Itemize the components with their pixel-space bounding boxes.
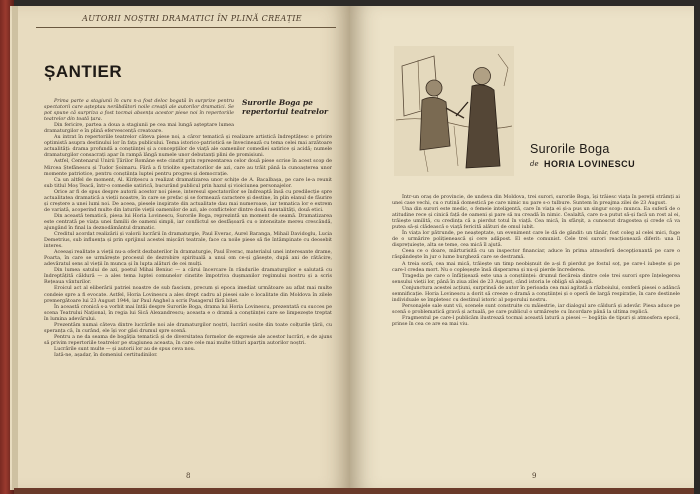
paragraph: Astfel, Centenarul Unirii Țărilor Române este cinstit prin reprezentarea celor două piese scrise în acest scop de Mircea Ștefănescu și Tudor Șoimaru. Fără a fi triolite spectatorilor de azi, care au trăit până la cunoașterea unor momente patriotice, pentru conștiința luptei pentru progres și democrație. — [44, 158, 332, 177]
paragraph: Tragedia pe care o înfățișează este una a conștiinței: drumul fiecăreia dintre cele trei surori spre înțelegerea sensului vieții lor, până în ziua zilei de 23 August, când istoria le obligă să aleagă. — [392, 272, 680, 285]
paragraph: Fragmentul pe care-l publicăm ilustrează tocmai această latură a piesei — bogăția de tipuri și atmosfera epocii, prinse în cea ce are ea mai viu. — [392, 314, 680, 327]
paragraph: În această cronică s-a vorbit mai întâi despre Surorile Boga, drama lui Horia Lovinescu, prezentată cu succes pe scena Teatrului Național, în regia lui Sică Alexandrescu; aceasta e o dramă a conștiinței care se limpezește treptat în lumina adevărului. — [44, 303, 332, 322]
play-by: de — [530, 160, 539, 168]
paragraph: Conjunctura acestei acțiuni, surprinsă de autor în perioada cea mai agitată a războiului, conferă piesei o adâncă semnificație. Horia Lovinescu a dorit să creeze o dramă a conștiinței și o operă de largă respirație, în care destinele individuale se împletesc cu destinul istoric al poporului nostru. — [392, 284, 680, 303]
paragraph: Din lumea satului de azi, poetul Mihai Beniuc — a cărui încercare în rândurile dramaturgilor e salutată cu îndreptățită căldură — a ales tema luptei comunelor cinstite împotriva dușmanilor regimului nostru și a scris Rețeaua vânturilor. — [44, 267, 332, 286]
paragraph: Au intrat în repertoriile teatrelor câteva piese noi, a căror tematică și realizare artistică îndreptățesc o privire optimistă asupra destinului lor în fața publicului. Tema istorico-patriotică se învecinează cu tema celei mai arzătoare actualități: drama profundă a conștiinței și a concepțiilor de viață ale oamenilor comediei satirice și acidă; numele dramaturgilor consacrați apar în rampă lângă numele unor debutanți plini de promisiuni. — [44, 134, 332, 159]
paragraph: Orice ar fi de spus despre autorii acestor noi piese, interesul spectatorilor se îndreaptă însă cu predilecție spre actualitatea dramatică a vieții noastre, în care se prefac și se formează caractere și destine, în plin elanul de făurire și creștere a unei lumi noi. De aceea, piesele inspirate din actualitate dau mai numeroase, iar tematica lor e extrem de variată, acoperind multe din laturile vieții oamenilor de azi, ale conflictelor dintre două mentalități, două etici. — [44, 188, 332, 213]
figure-right-head — [474, 68, 491, 85]
paragraph: Eroicul act al eliberării patriei noastre de sub fascism, precum și epoca imediat următoare au aflat mai multe condeie spre a fi evocate. Astfel, Horia Lovinescu a ales drept cadru al piesei sale o localitate din Moldova în zilele premergătoare lui 23 August 1944, iar Paul Anghel a scris Pasagerul fără bilet. — [44, 285, 332, 304]
inset-heading: Surorile Boga pe repertoriul teatrelor — [242, 98, 328, 116]
left-article-body — [44, 98, 332, 470]
stage-scene-illustration — [394, 46, 514, 176]
running-head: AUTORII NOȘTRI DRAMATICI ÎN PLINĂ CREAȚIE — [82, 14, 302, 23]
paragraph: Creditul acordat realizării și valorii lucrării în dramaturgie, Paul Everac, Aurel Baranga, Mihail Davidoglu, Lucia Demetrius, sub influența și prin sprijinul acestei mișcări teatrale, face ca noile piese să fie întâmpinate cu deosebit interes. — [44, 231, 332, 250]
page-number-right: 9 — [532, 472, 537, 480]
figure-right-body — [466, 85, 500, 168]
paragraph: Ceea ce o doare, mărturisită cu un inspector financiar, aduce în prima atmosferă decepționantă pe care o răspândește în jur o lume burgheză care se destramă. — [392, 248, 680, 261]
running-head-rule — [36, 27, 336, 28]
paragraph: Lucrările sunt multe — și autorii lor au de spus ceva nou. — [54, 345, 196, 352]
paragraph: Una din surori este medic, o femeie inteligentă, care în viața ei și-a pus un singur scop: munca. Ea suferă de o atitudine rece și cinică față de oameni și pare să nu creadă în nimic. Cealaltă, care n-a putut să-și facă un rost al ei, trăiește umilită, cu credința că a pierdut totul în viață. Cea mică, în sfârșit, a cunoscut dragostea și crede că va putea să-și clădească o viață fericită alături de omul iubit. — [392, 206, 680, 231]
paragraph: Din fericire, partea a doua a stagiunii pe cea mai lungă așteptare lumea dramaturgilor e în plină efervescență creatoare. — [44, 122, 234, 135]
figure-left-body — [420, 97, 450, 150]
paragraph: Prima parte a stagiunii în curs n-a fost deloc bogată în surprize pentru spectatorii care așteptau nerăbdători noile creații ale autorilor dramatici. Se pot spune că surpriza a fost tocmai absența acestor piese noi în repertoriile teatrelor din toată țara. — [44, 98, 234, 123]
paragraph: Din această tematică, piesa lui Horia Lovinescu, Surorile Boga, reprezintă un moment de seamă. Dramatizarea este centrată pe viața unei familii de oameni simpli, iar conflictul se desfășoară cu o intensitate mereu crescândă, ajungând în final la deznodământul dramatic. — [44, 212, 332, 231]
paragraph: Personajele sale sunt vii, scenele sunt construite cu măiestrie, iar dialogul are căldură și adevăr. Piesa aduce pe scenă o problematică gravă și actuală, pe care publicul o urmărește cu încordare până la ultima replică. — [392, 302, 680, 315]
page-number-left: 8 — [186, 472, 191, 480]
play-author: HORIA LOVINESCU — [544, 159, 636, 169]
paragraph: Iată-ne, așadar, în domeniul certitudinilor. — [54, 351, 158, 358]
paragraph: În viața lor pătrunde, pe neașteptate, un eveniment care le dă de gândit: un tânăr, fost coleg al celei mici, fuge de o urmărire polițienească și cere adăpost. El este comunist. Cele trei surori reacționează diferit: una îl disprețuiește, alta se teme, cea mică îl ajută. — [392, 230, 680, 249]
paragraph: Pentru a ne da seama de bogăția tematică și de diversitatea formelor de expresie ale acestor lucrări, e de ajuns să privim repertoriile teatrelor pe stagiunea aceasta, în care cele mai multe titluri aparțin autorilor noștri. — [44, 333, 332, 346]
play-title: Surorile Boga — [530, 142, 610, 156]
paragraph: A treia soră, cea mai mică, trăiește un timp neobișnuit de a-și fi pierdut pe fostul soț, pe care-l iubește și pe care-l credea mort. Nu o copleșește însă disperarea și nu-și pierde încrederea. — [392, 260, 680, 273]
article-title: ȘANTIER — [44, 62, 123, 81]
paragraph: Ca un altfel de moment, Al. Kirițescu a realizat dramatizarea unor schițe de A. Bacalbașa, pe care le-a reunit sub titlul Moș Teacă, într-o comedie satirică, bucurând publicul prin hazul și vioiciunea personajelor. — [44, 176, 332, 189]
page-edges — [12, 6, 18, 490]
right-article-body — [392, 194, 680, 456]
paragraph: Într-un oraș de provincie, de undeva din Moldova, trei surori, surorile Boga, își trăiesc viața în pereții strâmți ai unei case vechi, cu o rutină domestică pe care nimic nu pare s-o tulbure. Suntem în preajma zilei de 23 August. — [392, 194, 680, 207]
paragraph: Aceeași realitate a vieții nu-a oferit dezbaterilor în dramaturgie, Paul Everac, materialul unei interesante drame, Poarta, în care se urmărește procesul de dezrobire spirituală a unui om ce-și găsește, după ani de rătăcire, adevăratul sens al vieții în munca și în lupta alături de cei mulți. — [44, 249, 332, 268]
paragraph: Prezentăm numai câteva dintre lucrările noi ale dramaturgilor noștri, lucrări sosite din toate colțurile țării, cu speranța că, în curând, ele își vor găsi drumul spre scenă. — [44, 321, 332, 334]
figure-left-head — [426, 80, 442, 96]
book-bottom-edge — [14, 488, 694, 494]
